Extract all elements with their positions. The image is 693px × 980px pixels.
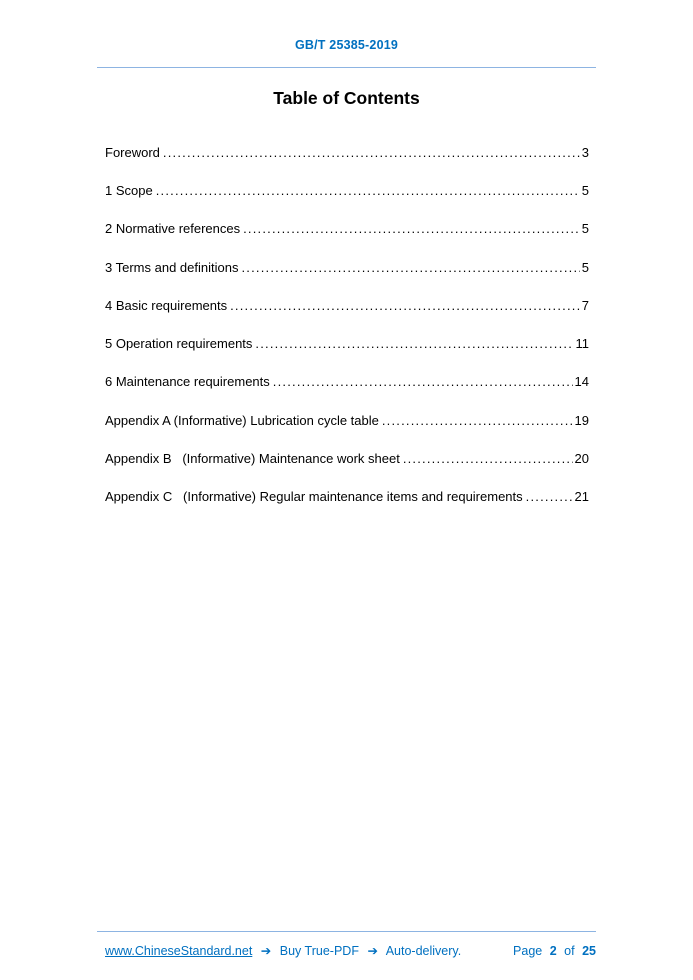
toc-entry-label: Appendix C (Informative) Regular maintenance items and requirements: [105, 489, 523, 505]
toc-list: [105, 146, 589, 528]
toc-entry-page: 19: [574, 412, 589, 428]
toc-entry-page: 5: [581, 259, 589, 275]
toc-entry-page: 3: [581, 145, 589, 160]
toc-entry-page: 5: [581, 221, 589, 237]
toc-entry-label: 3 Terms and definitions: [105, 259, 239, 275]
toc-entry: [105, 146, 589, 161]
toc-entry: [105, 414, 589, 429]
toc-entry-page: 21: [574, 489, 589, 505]
toc-entry-page: 11: [575, 336, 589, 352]
toc-entry-label: 1 Scope: [105, 183, 153, 199]
toc-entry-label: 6 Maintenance requirements: [105, 374, 270, 390]
toc-entry: [105, 299, 589, 314]
footer-info: [97, 943, 461, 958]
arrow-icon: ➔: [367, 944, 378, 958]
page-header: [0, 36, 693, 54]
toc-entry: [105, 452, 589, 467]
toc-entry: [105, 261, 589, 276]
footer-website-link[interactable]: www.ChineseStandard.net: [105, 944, 253, 958]
page-indicator-label: Page: [513, 944, 543, 958]
header-divider: [97, 67, 596, 68]
toc-entry-label: 5 Operation requirements: [105, 336, 253, 352]
footer-delivery-text: Auto-delivery.: [385, 944, 462, 958]
toc-entry-label: 4 Basic requirements: [105, 297, 228, 313]
toc-entry-page: 14: [574, 374, 589, 390]
toc-entry: [105, 375, 589, 390]
toc-entry-page: 7: [581, 297, 589, 313]
page-indicator-of: of: [564, 944, 575, 958]
toc-entry: [105, 490, 589, 505]
toc-leader-dots: [382, 414, 573, 429]
toc-entry-label: Appendix B (Informative) Maintenance work sheet: [105, 450, 400, 466]
toc-entry-label: Foreword: [105, 145, 160, 160]
doc-number: GB/T 25385-2019: [294, 38, 399, 52]
toc-leader-dots: [156, 184, 580, 199]
toc-leader-dots: [526, 490, 573, 505]
toc-leader-dots: [255, 337, 573, 352]
toc-entry-label: Appendix A (Informative) Lubrication cycle table: [105, 412, 379, 428]
toc-leader-dots: [403, 452, 573, 467]
page-indicator-total: 25: [582, 944, 596, 958]
page-indicator-current: 2: [549, 944, 557, 958]
arrow-icon: ➔: [260, 944, 272, 958]
toc-entry: [105, 222, 589, 237]
toc-entry-page: 20: [574, 450, 589, 466]
toc-entry-page: 5: [581, 183, 589, 199]
page-title: Table of Contents: [273, 88, 420, 108]
toc-leader-dots: [230, 299, 580, 314]
footer-buy-text: Buy True-PDF: [279, 944, 359, 958]
toc-leader-dots: [243, 222, 580, 237]
toc-entry: [105, 337, 589, 352]
page-indicator: [513, 944, 596, 958]
toc-leader-dots: [241, 261, 579, 276]
toc-entry-label: 2 Normative references: [105, 221, 241, 237]
toc-leader-dots: [163, 146, 580, 161]
toc-entry: [105, 184, 589, 199]
page-footer: [97, 931, 596, 958]
toc-leader-dots: [273, 375, 573, 390]
